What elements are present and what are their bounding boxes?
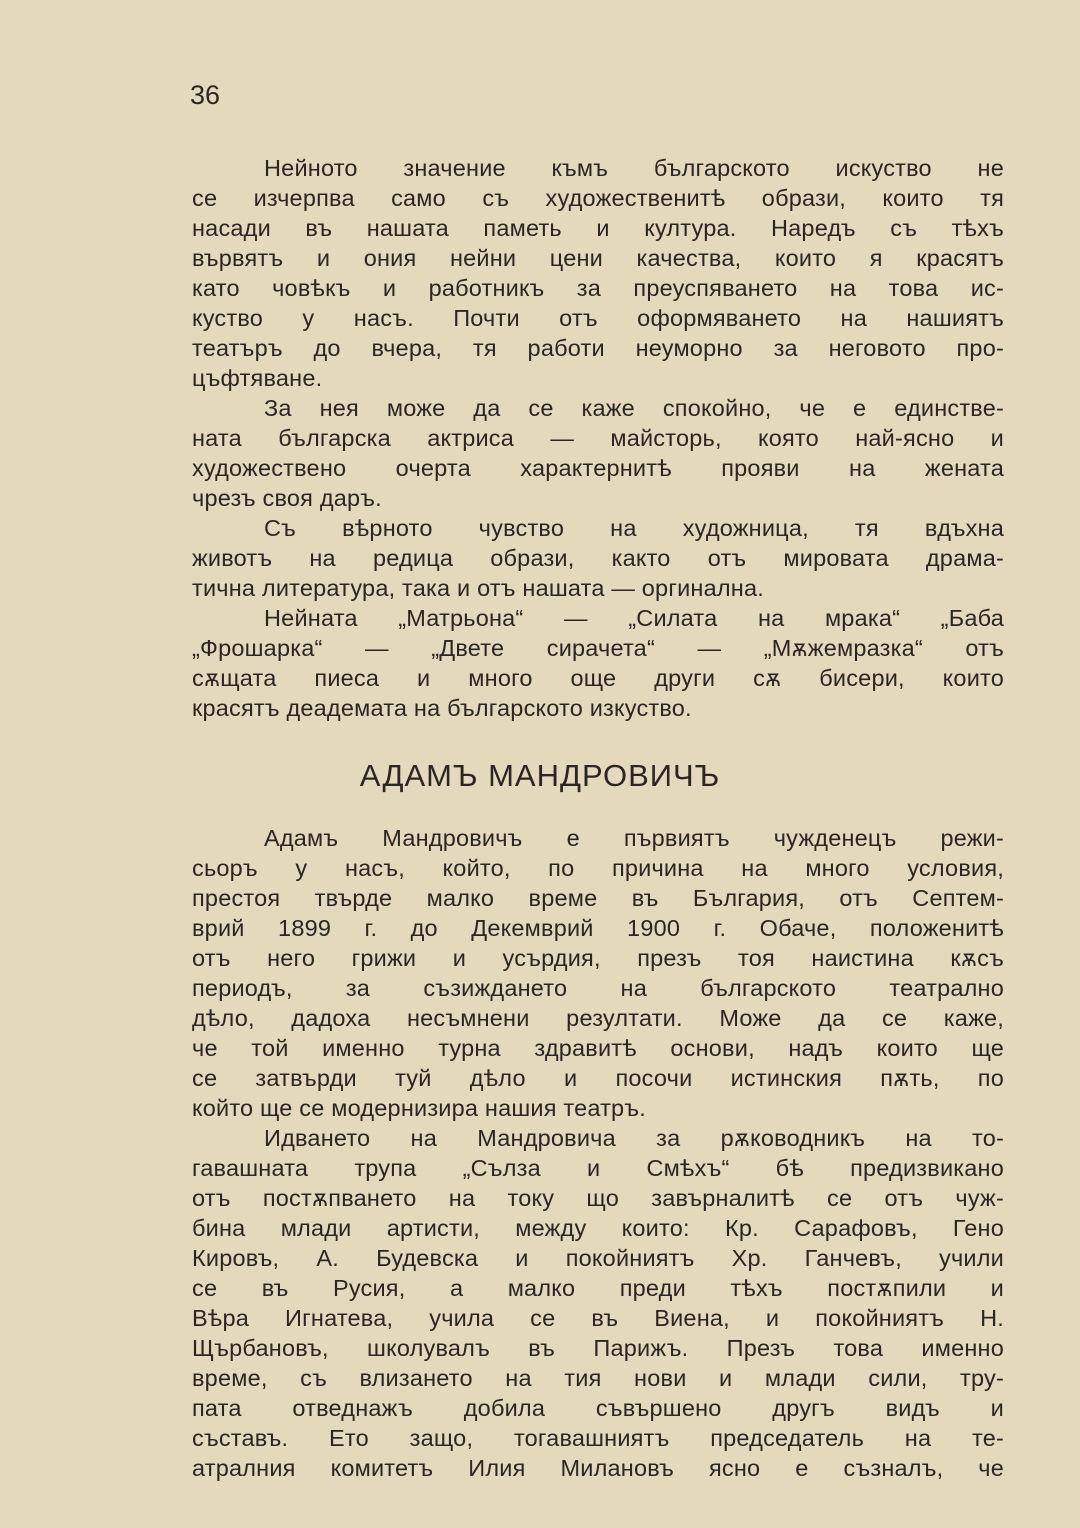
- page-number: 36: [190, 80, 221, 110]
- text-line: гавашната трупа „Сълза и Смѣхъ“ бѣ предизвикано: [192, 1155, 1004, 1181]
- text-line: театъръ до вчера, тя работи неуморно за неговото про-: [192, 335, 1004, 361]
- text-line: пата отведнажъ добила съвършено другъ видъ и: [192, 1395, 1004, 1421]
- paragraph: [192, 823, 1004, 1123]
- text-line: Кировъ, А. Будевска и покойниятъ Хр. Ганчевъ, учили: [192, 1245, 1004, 1271]
- paragraph: [192, 1123, 1004, 1483]
- text-line: вървятъ и ония нейни цени качества, които я красятъ: [192, 245, 1004, 271]
- text-line: който ще се модернизира нашия театръ.: [192, 1095, 646, 1121]
- text-line: отъ него грижи и усърдия, презъ тоя наистина кѫсъ: [192, 945, 1004, 971]
- text-line: врий 1899 г. до Декемврий 1900 г. Обаче, положенитѣ: [192, 915, 1004, 941]
- section-body-1: [192, 153, 1004, 723]
- text-line: цъфтяване.: [192, 365, 323, 391]
- text-line: насади въ нашата паметь и култура. Наредъ съ тѣхъ: [192, 215, 1004, 241]
- text-line: Съ вѣрното чувство на художница, тя вдъхна: [264, 515, 1004, 541]
- text-line: чрезъ своя даръ.: [192, 485, 382, 511]
- text-line: сьоръ у насъ, който, по причина на много условия,: [192, 855, 1004, 881]
- section-body-2: [192, 823, 1004, 1483]
- text-line: красятъ деадемата на българското изкуство.: [192, 695, 692, 721]
- paragraph: [192, 603, 1004, 723]
- text-line: куство у насъ. Почти отъ оформяването на нашиятъ: [192, 305, 1004, 331]
- text-line: като човѣкъ и работникъ за преуспяването на това ис-: [192, 275, 1004, 301]
- text-line: За нея може да се каже спокойно, че е единстве-: [264, 395, 1004, 421]
- text-line: съставъ. Ето защо, тогавашниятъ председатель на те-: [192, 1425, 1004, 1451]
- text-line: се въ Русия, а малко преди тѣхъ постѫпили и: [192, 1275, 1004, 1301]
- text-line: периодъ, за съзиждането на българското театрално: [192, 975, 1004, 1001]
- text-line: Нейното значение къмъ българското искуство не: [264, 155, 1004, 181]
- section-heading: АДАМЪ МАНДРОВИЧЪ: [359, 758, 721, 793]
- text-line: Вѣра Игнатева, учила се въ Виена, и покойниятъ Н.: [192, 1305, 1004, 1331]
- text-line: животъ на редица образи, както отъ мировата драма-: [192, 545, 1004, 571]
- text-line: „Фрошарка“ — „Двете сирачета“ — „Мѫжемразка“ отъ: [192, 635, 1004, 661]
- text-line: Нейната „Матрьона“ — „Силата на мрака“ „Баба: [264, 605, 1004, 631]
- text-line: Идването на Мандровича за рѫководникъ на то-: [264, 1125, 1004, 1151]
- text-line: Адамъ Мандровичъ е първиятъ чужденецъ режи-: [264, 825, 1004, 851]
- text-line: се затвърди туй дѣло и посочи истинския пѫть, по: [192, 1065, 1004, 1091]
- paragraph: [192, 513, 1004, 603]
- text-line: атралния комитетъ Илия Милановъ ясно е съзналъ, че: [192, 1455, 1004, 1481]
- text-line: че той именно турна здравитѣ основи, надъ които ще: [192, 1035, 1004, 1061]
- text-line: тична литература, така и отъ нашата — оргинална.: [192, 575, 764, 601]
- text-line: сѫщата пиеса и много още други сѫ бисери, които: [192, 665, 1004, 691]
- paragraph: [192, 393, 1004, 513]
- text-line: Щърбановъ, школувалъ въ Парижъ. Презъ това именно: [192, 1335, 1004, 1361]
- text-line: време, съ влизането на тия нови и млади сили, тру-: [192, 1365, 1004, 1391]
- text-line: бина млади артисти, между които: Кр. Сарафовъ, Гено: [192, 1215, 1004, 1241]
- text-line: дѣло, дадоха несъмнени резултати. Може да се каже,: [192, 1005, 1004, 1031]
- text-line: ната българска актриса — майсторь, която най-ясно и: [192, 425, 1004, 451]
- text-line: престоя твърде малко време въ България, отъ Септем-: [192, 885, 1004, 911]
- paragraph: [192, 153, 1004, 393]
- text-line: отъ постѫпването на току що завърналитѣ се отъ чуж-: [192, 1185, 1004, 1211]
- text-line: се изчерпва само съ художественитѣ образи, които тя: [192, 185, 1004, 211]
- text-line: художествено очерта характернитѣ прояви на жената: [192, 455, 1004, 481]
